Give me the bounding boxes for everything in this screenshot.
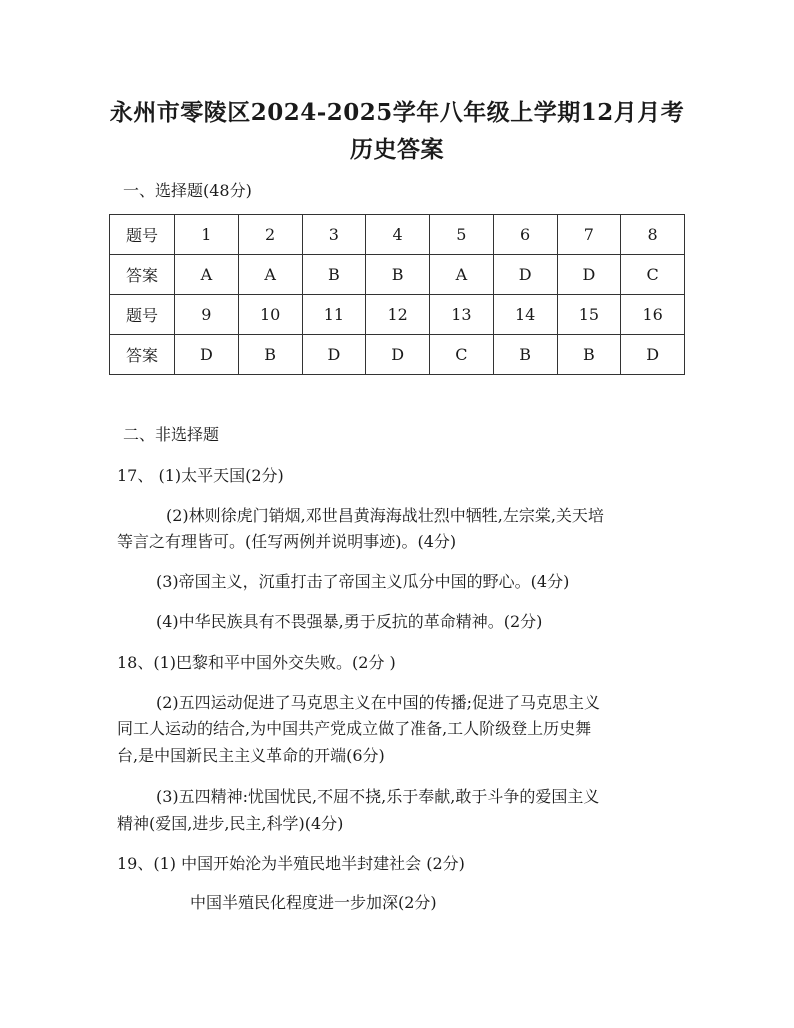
answer-table-cell: 13	[430, 295, 494, 335]
answer-table-cell: 10	[238, 295, 302, 335]
answer-table-cell: A	[175, 255, 239, 295]
answer-table-cell: 8	[621, 215, 685, 255]
answer-table-cell: 4	[366, 215, 430, 255]
answer-table-cell: 5	[430, 215, 494, 255]
page-title-line-2: 历史答案	[350, 136, 444, 163]
answer-table-cell: 14	[493, 295, 557, 335]
answer-table-row	[110, 295, 685, 335]
answer-table-cell: D	[557, 255, 621, 295]
q18-part2-line2: 同工人运动的结合,为中国共产党成立做了准备,工人阶级登上历史舞	[117, 719, 592, 738]
answer-table-cell: 9	[175, 295, 239, 335]
answer-table-row-label: 题号	[110, 295, 175, 335]
answer-table-cell: D	[302, 335, 366, 375]
q18-part3-line2: 精神(爱国,进步,民主,科学)(4分)	[117, 814, 344, 833]
answer-table-cell: 16	[621, 295, 685, 335]
answer-table-row-label: 题号	[110, 215, 175, 255]
answer-table-cell: B	[557, 335, 621, 375]
q19-part1: 19、(1) 中国开始沦为半殖民地半封建社会 (2分)	[117, 854, 465, 873]
answer-table-cell: 7	[557, 215, 621, 255]
q17-part2-line2: 等言之有理皆可。(任写两例并说明事迹)。(4分)	[117, 532, 457, 551]
answer-table-row	[110, 255, 685, 295]
answer-table-cell: A	[238, 255, 302, 295]
answer-table-cell: D	[621, 335, 685, 375]
answer-table-row-label: 答案	[110, 255, 175, 295]
answer-table-cell: B	[366, 255, 430, 295]
answer-table-cell: 11	[302, 295, 366, 335]
answer-table-cell: 1	[175, 215, 239, 255]
q17-part3: (3)帝国主义，沉重打击了帝国主义瓜分中国的野心。(4分)	[156, 572, 570, 591]
answer-table-cell: 12	[366, 295, 430, 335]
answer-table-cell: B	[302, 255, 366, 295]
section-heading-choice: 一、选择题(48分)	[123, 181, 252, 200]
answer-table-cell: C	[621, 255, 685, 295]
answer-table-cell: 15	[557, 295, 621, 335]
answer-table-row	[110, 215, 685, 255]
answer-table-cell: 2	[238, 215, 302, 255]
q18-part2-line3: 台,是中国新民主主义革命的开端(6分)	[117, 746, 385, 765]
answer-table-row-label: 答案	[110, 335, 175, 375]
q18-part2-line1: (2)五四运动促进了马克思主义在中国的传播;促进了马克思主义	[156, 693, 601, 712]
page-title-line-1: 永州市零陵区2024-2025学年八年级上学期12月月考	[109, 99, 685, 126]
q19-part1-line2: 中国半殖民化程度进一步加深(2分)	[190, 893, 437, 912]
answer-table-cell: B	[238, 335, 302, 375]
answer-table-cell: 3	[302, 215, 366, 255]
answer-table	[109, 214, 685, 375]
answer-table-cell: D	[493, 255, 557, 295]
q18-part1: 18、(1)巴黎和平中国外交失败。(2分 )	[117, 653, 396, 672]
answer-table-row	[110, 335, 685, 375]
q18-part3-line1: (3)五四精神:忧国忧民,不屈不挠,乐于奉献,敢于斗争的爱国主义	[156, 787, 600, 806]
answer-table-cell: D	[366, 335, 430, 375]
answer-table-cell: A	[430, 255, 494, 295]
q17-part2-line1: (2)林则徐虎门销烟,邓世昌黄海海战壮烈中牺牲,左宗棠,关天培	[166, 506, 604, 525]
answer-table-cell: D	[175, 335, 239, 375]
q17-part1: 17、 (1)太平天国(2分)	[117, 466, 284, 485]
section-heading-nonchoice: 二、非选择题	[123, 425, 220, 444]
q17-part4: (4)中华民族具有不畏强暴,勇于反抗的革命精神。(2分)	[156, 612, 543, 631]
answer-table-cell: 6	[493, 215, 557, 255]
answer-table-cell: C	[430, 335, 494, 375]
answer-table-cell: B	[493, 335, 557, 375]
